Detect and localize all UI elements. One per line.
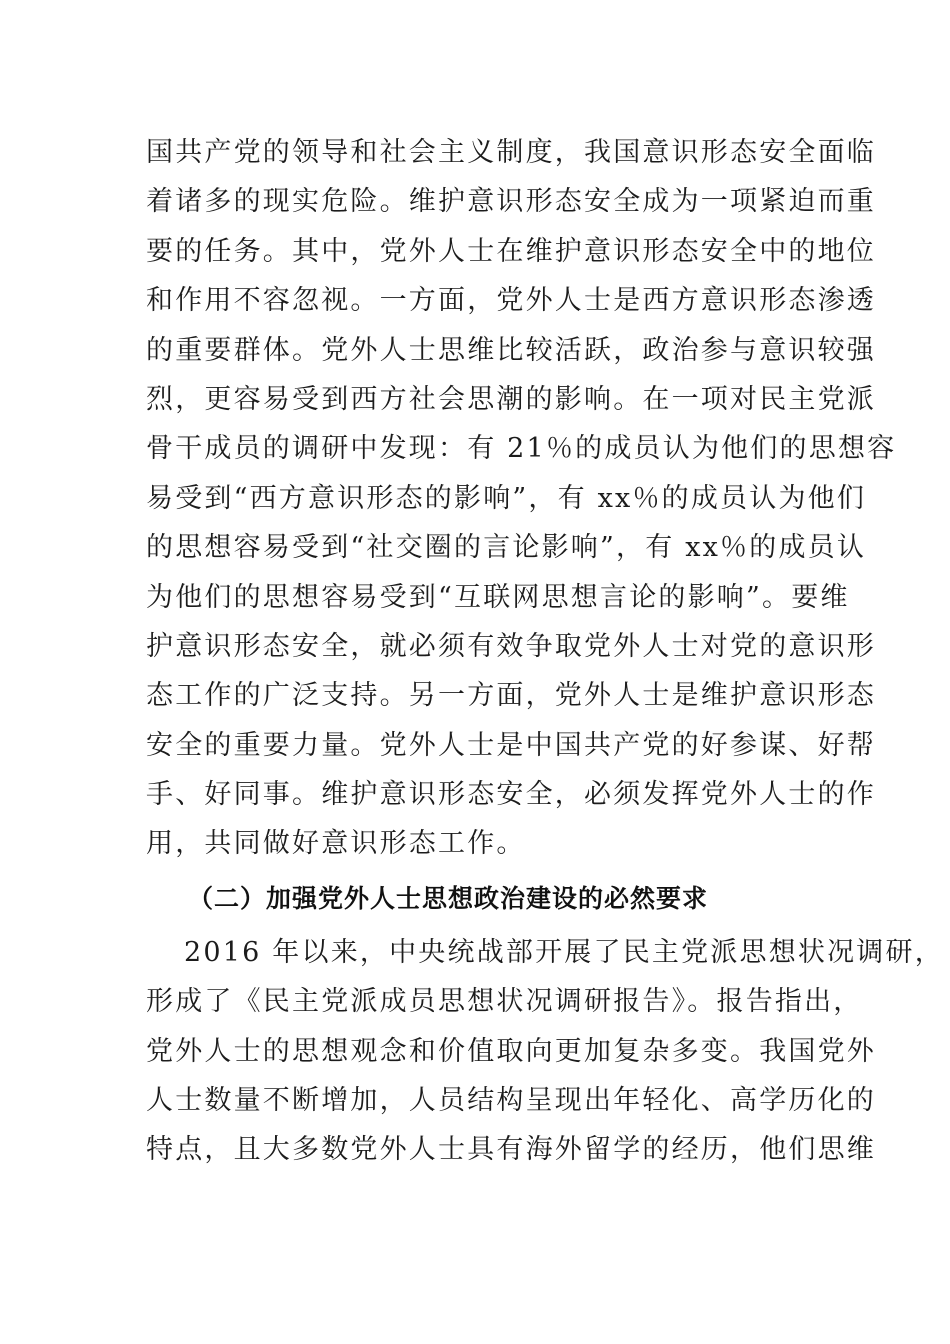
text-line: 党外人士的思想观念和价值取向更加复杂多变。我国党外 (146, 1035, 876, 1067)
section-heading: （二）加强党外人士思想政治建设的必然要求 (188, 883, 709, 913)
text-line: 的思想容易受到“社交圈的言论影响”，有 xx％的成员认 (146, 532, 867, 564)
text-line: 着诸多的现实危险。维护意识形态安全成为一项紧迫而重 (146, 186, 876, 218)
text-line: 特点，且大多数党外人士具有海外留学的经历，他们思维 (146, 1134, 876, 1166)
paragraph-2 (146, 928, 944, 1175)
text-line: 骨干成员的调研中发现：有 21％的成员认为他们的思想容 (146, 433, 897, 465)
paragraph-1 (146, 128, 897, 869)
text-line: 和作用不容忽视。一方面，党外人士是西方意识形态渗透 (146, 285, 876, 317)
text-line: 2016 年以来，中央统战部开展了民主党派思想状况调研， (184, 936, 944, 968)
text-line: 形成了《民主党派成员思想状况调研报告》。报告指出， (146, 986, 863, 1018)
text-line: 手、好同事。维护意识形态安全，必须发挥党外人士的作 (146, 779, 876, 811)
text-line: 态工作的广泛支持。另一方面，党外人士是维护意识形态 (146, 680, 876, 712)
text-line: 的重要群体。党外人士思维比较活跃，政治参与意识较强 (146, 334, 876, 366)
text-line: 易受到“西方意识形态的影响”，有 xx％的成员认为他们 (146, 482, 867, 514)
text-line: 国共产党的领导和社会主义制度，我国意识形态安全面临 (146, 137, 876, 168)
text-line: 用，共同做好意识形态工作。 (146, 828, 526, 860)
text-line: 烈，更容易受到西方社会思潮的影响。在一项对民主党派 (146, 383, 876, 415)
text-line: 护意识形态安全，就必须有效争取党外人士对党的意识形 (146, 630, 876, 662)
text-line: 要的任务。其中，党外人士在维护意识形态安全中的地位 (146, 235, 876, 267)
document-body (146, 128, 944, 1175)
text-line: 为他们的思想容易受到“互联网思想言论的影响”。要维 (146, 581, 850, 613)
text-line: 安全的重要力量。党外人士是中国共产党的好参谋、好帮 (146, 729, 876, 761)
text-line: 人士数量不断增加，人员结构呈现出年轻化、高学历化的 (146, 1085, 876, 1117)
